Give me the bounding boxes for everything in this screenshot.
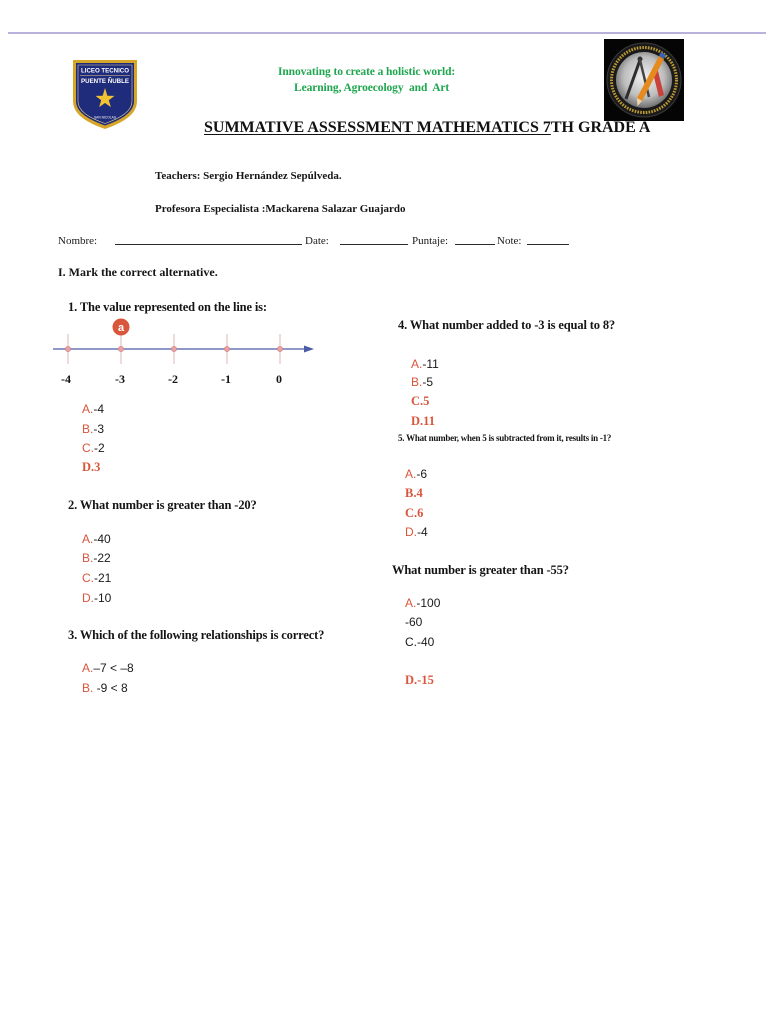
option-value: -22 <box>93 551 111 565</box>
q1-option-c <box>82 440 105 456</box>
option-letter: A. <box>411 357 423 371</box>
number-line-dot <box>118 346 123 351</box>
note-label: Note: <box>497 235 522 247</box>
option-value: -60 <box>405 615 423 629</box>
option-value: 6 <box>417 506 424 520</box>
option-letter: B. <box>405 486 417 500</box>
q2-option-a <box>82 531 111 547</box>
q4-option-c <box>411 393 429 409</box>
q5-option-a <box>405 466 427 482</box>
crest-line-3: SAN NICOLAS <box>94 115 117 120</box>
question-1-text: 1. The value represented on the line is: <box>68 300 267 314</box>
option-value: -4 <box>417 525 428 539</box>
number-line-dot <box>277 346 282 351</box>
name-blank-line <box>115 244 302 245</box>
option-letter: A. <box>82 532 94 546</box>
option-letter: D. <box>82 591 94 605</box>
option-letter: C. <box>411 394 424 408</box>
option-value: -21 <box>94 571 112 585</box>
number-line-label: -4 <box>61 372 71 386</box>
q5-option-c <box>405 505 423 521</box>
q6-option-c <box>405 634 434 650</box>
q4-option-a <box>411 356 439 372</box>
motto-line-1: Innovating to create a holistic world: <box>278 66 456 78</box>
q6-option-d <box>405 672 434 688</box>
q2-option-b <box>82 550 111 566</box>
question-2-text: 2. What number is greater than -20? <box>68 498 257 512</box>
question-3-text: 3. Which of the following relationships is correct? <box>68 628 325 642</box>
teachers-line: Teachers: Sergio Hernández Sepúlveda. <box>155 170 342 182</box>
option-letter: C. <box>82 441 94 455</box>
q2-option-c <box>82 570 111 586</box>
section-title: I. Mark the correct alternative. <box>58 265 218 279</box>
option-value: -3 <box>93 422 105 436</box>
number-line <box>48 315 320 369</box>
q1-option-b <box>82 421 104 437</box>
option-letter: B. <box>82 551 94 565</box>
q3-option-b <box>82 680 128 696</box>
option-value: -100 <box>416 596 441 610</box>
option-letter: C. <box>405 506 418 520</box>
option-letter: A. <box>405 467 417 481</box>
option-letter: C. <box>405 635 417 649</box>
score-label: Puntaje: <box>412 235 449 247</box>
date-label: Date: <box>305 235 329 247</box>
option-value: -4 <box>93 402 105 416</box>
page-title-underlined: SUMMATIVE ASSESSMENT MATHEMATICS 7 <box>204 119 551 136</box>
q5-option-b <box>405 485 423 501</box>
option-value: -5 <box>422 375 434 389</box>
option-value: 11 <box>423 414 435 428</box>
q3-option-a <box>82 660 134 676</box>
option-letter: D. <box>405 525 417 539</box>
option-letter: D. <box>82 460 95 474</box>
option-letter: D. <box>405 673 418 687</box>
option-value: -11 <box>422 357 439 371</box>
crest-line-1: LICEO TECNICO <box>81 67 130 75</box>
option-value: 4 <box>416 486 423 500</box>
q1-option-a <box>82 401 104 417</box>
option-value: -10 <box>94 591 112 605</box>
option-letter: A. <box>405 596 417 610</box>
q5-option-d <box>405 524 428 540</box>
option-letter: B. <box>411 375 423 389</box>
score-blank-line <box>455 244 495 245</box>
q1-option-d <box>82 459 100 475</box>
option-letter: A. <box>82 402 94 416</box>
math-department-logo <box>604 39 684 121</box>
option-letter: B. <box>82 681 94 695</box>
q4-option-d <box>411 413 435 429</box>
q6-option-a <box>405 595 440 611</box>
number-line-arrow <box>304 346 314 353</box>
q2-option-d <box>82 590 111 606</box>
number-line-label: -2 <box>168 372 178 386</box>
option-letter: A. <box>82 661 94 675</box>
date-blank-line <box>340 244 408 245</box>
number-line-marker-label: a <box>117 322 125 334</box>
option-value: -2 <box>94 441 105 455</box>
number-line-dot <box>224 346 229 351</box>
option-letter: B. <box>82 422 94 436</box>
option-value: 5 <box>423 394 430 408</box>
option-letter: C. <box>82 571 94 585</box>
page-title-rest: TH GRADE A <box>550 119 651 136</box>
number-line-dot <box>65 346 70 351</box>
option-value: -40 <box>417 635 435 649</box>
page-title <box>204 118 650 138</box>
q4-option-b <box>411 374 433 390</box>
q6-option-b <box>405 614 422 630</box>
option-letter: D. <box>411 414 424 428</box>
question-4-text: 4. What number added to -3 is equal to 8? <box>398 318 616 332</box>
motto-line-2: Learning, Agroecology and Art <box>294 82 450 94</box>
option-value: -15 <box>417 673 434 687</box>
number-line-label: 0 <box>276 372 282 386</box>
number-line-dot <box>171 346 176 351</box>
number-line-label: -1 <box>221 372 231 386</box>
option-value: –7 < –8 <box>93 661 134 675</box>
header-rule <box>8 32 766 34</box>
option-value: -6 <box>416 467 428 481</box>
option-value: -40 <box>93 532 111 546</box>
number-line-label: -3 <box>115 372 125 386</box>
question-5-text: 5. What number, when 5 is subtracted from it, results in -1? <box>398 433 612 443</box>
note-blank-line <box>527 244 569 245</box>
crest-line-2: PUENTE ÑUBLE <box>81 78 131 85</box>
specialist-line: Profesora Especialista :Mackarena Salazar Guajardo <box>155 203 406 215</box>
school-crest-logo <box>70 57 140 131</box>
question-6-text: What number is greater than -55? <box>392 563 569 577</box>
name-label: Nombre: <box>58 235 98 247</box>
option-value: -9 < 8 <box>93 681 128 695</box>
option-value: 3 <box>94 460 101 474</box>
